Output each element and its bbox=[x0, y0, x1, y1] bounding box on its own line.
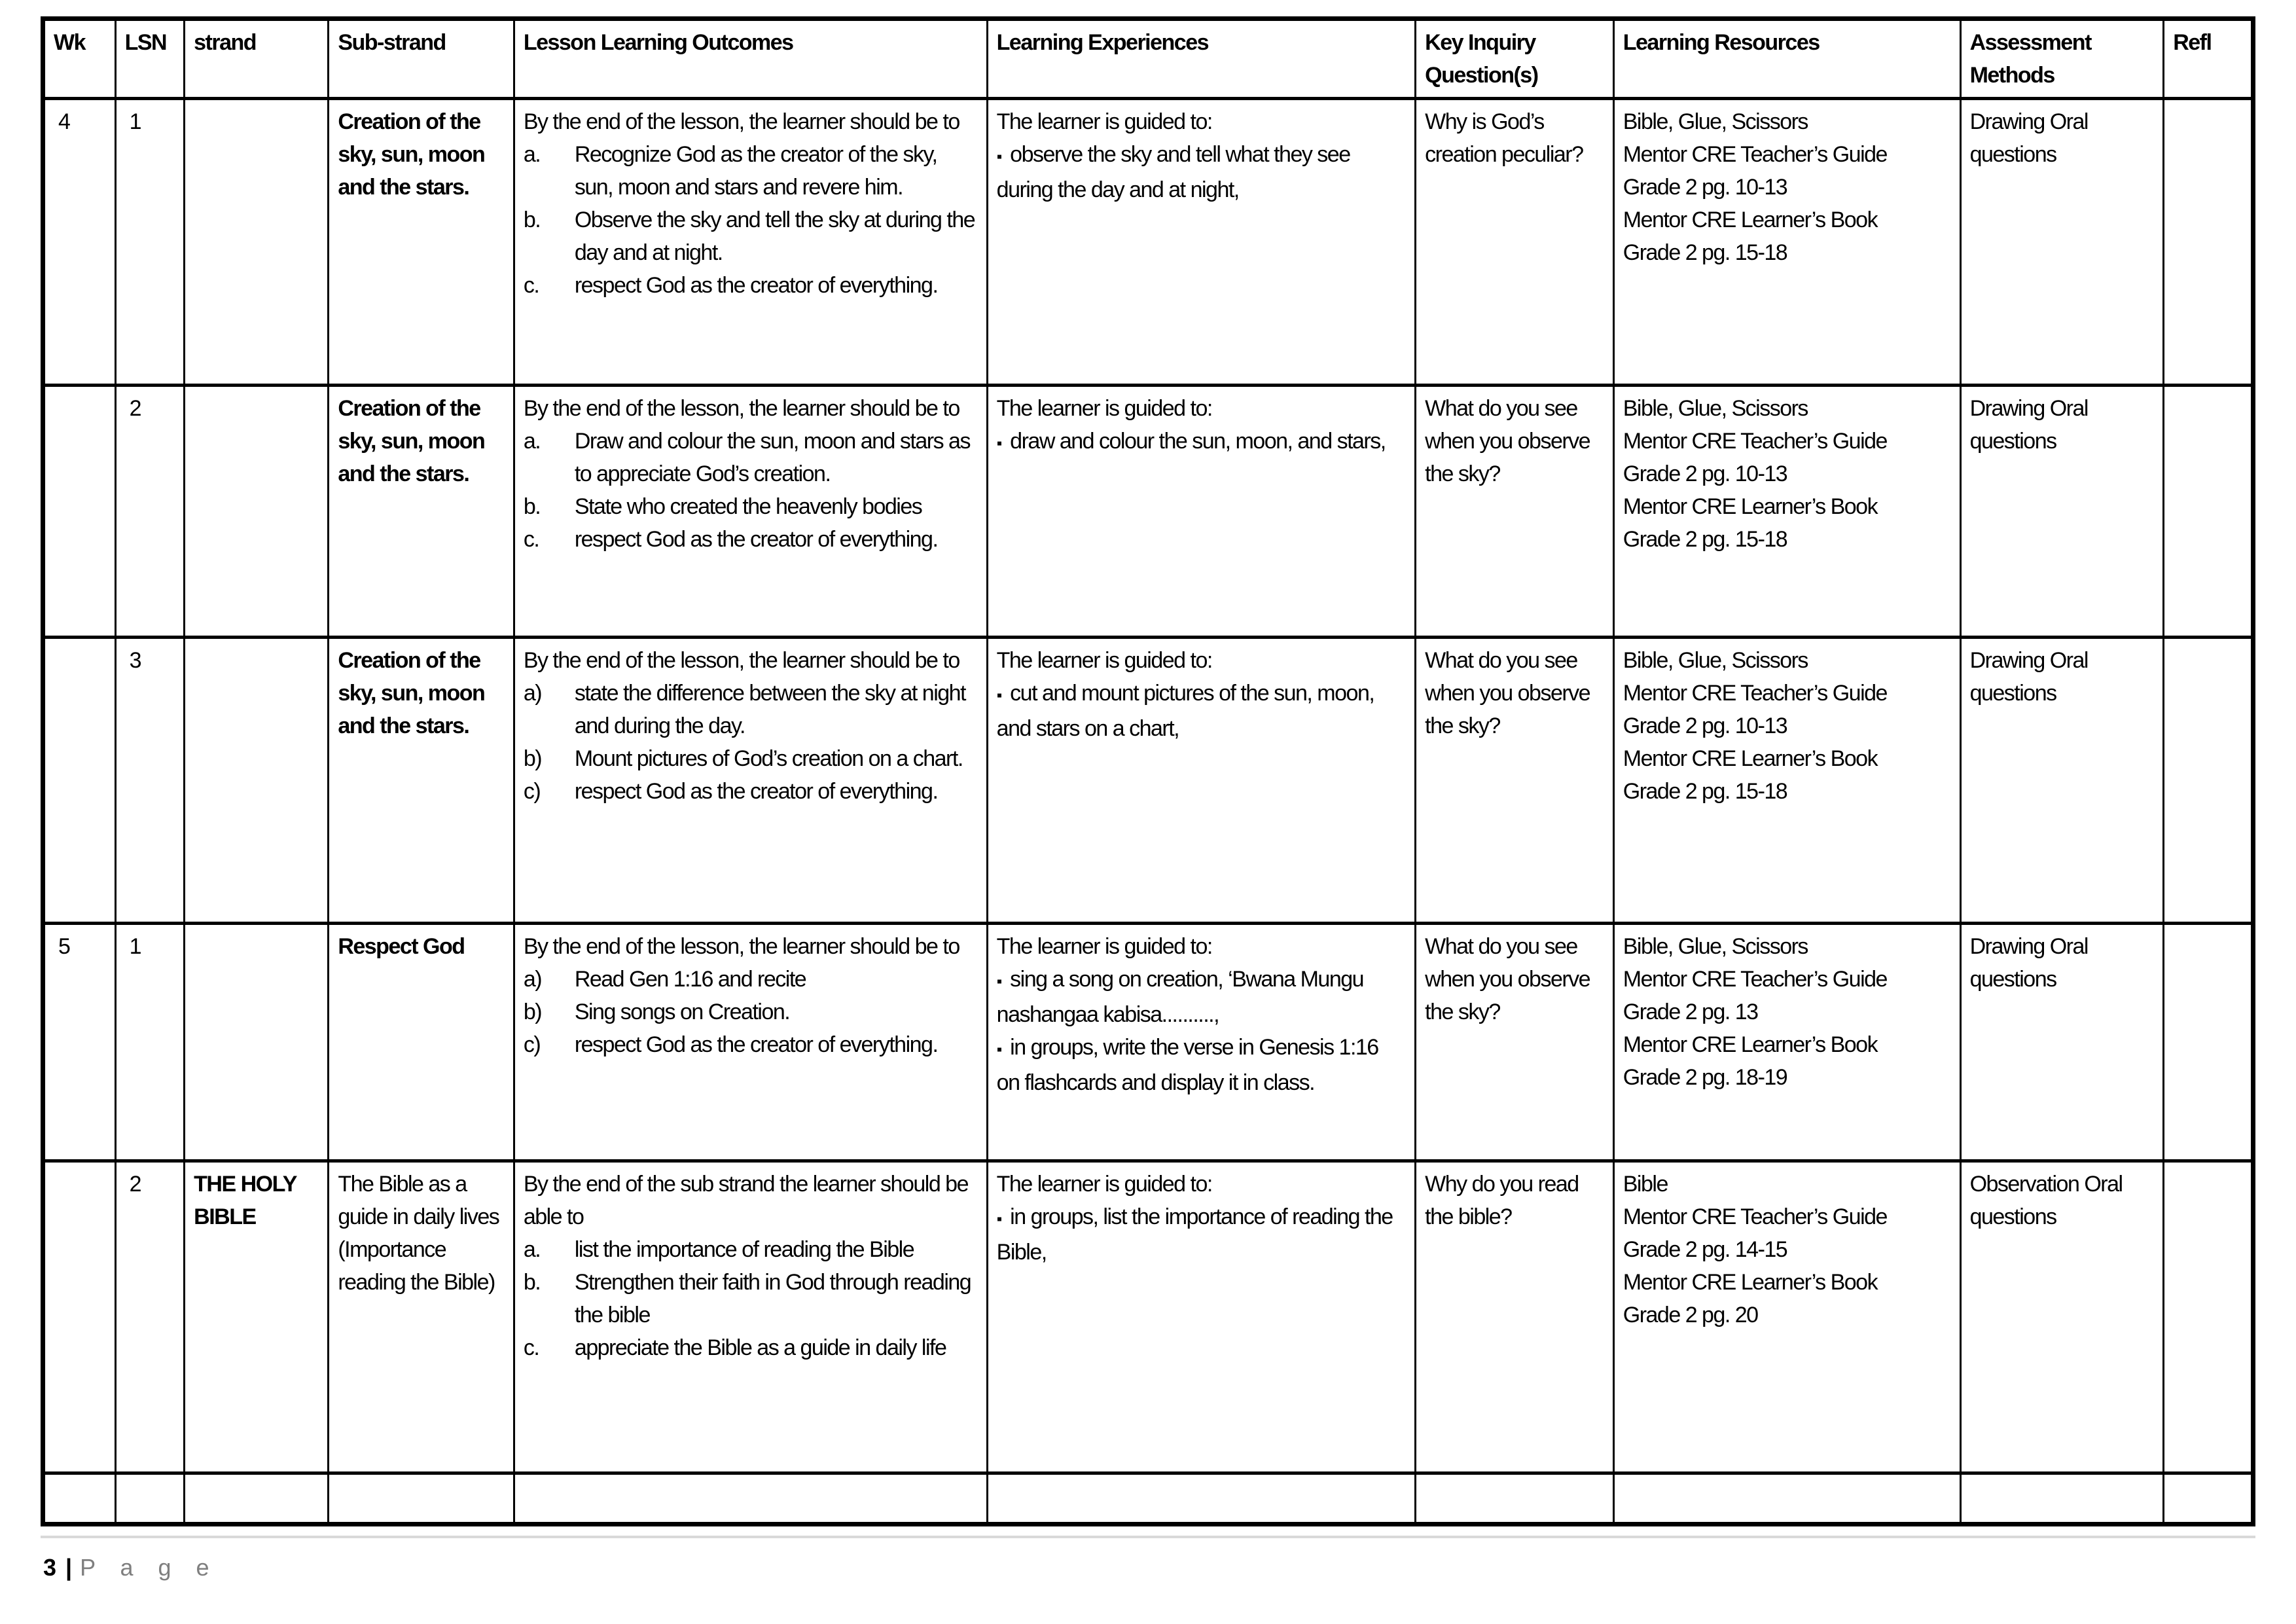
sub-strand-cell bbox=[329, 1473, 514, 1525]
outcome-item bbox=[524, 1028, 978, 1061]
assessment-cell: Drawing Oral questions bbox=[1960, 638, 2164, 924]
strand-cell: THE HOLY BIBLE bbox=[185, 1161, 329, 1473]
key-inquiry-cell: Why is God’s creation peculiar? bbox=[1416, 99, 1614, 386]
resource-line: Bible, Glue, Scissors bbox=[1623, 648, 1808, 673]
experiences-cell bbox=[987, 386, 1415, 638]
col-header-lsn: LSN bbox=[115, 19, 185, 99]
outcome-text: state the difference between the sky at night and during the day. bbox=[574, 681, 966, 738]
square-bullet-icon: ▪ bbox=[996, 435, 1003, 452]
outcome-marker: c. bbox=[523, 527, 539, 552]
outcome-marker: a) bbox=[523, 967, 542, 992]
outcome-text: respect God as the creator of everything. bbox=[574, 1032, 938, 1057]
experiences-intro: The learner is guided to: bbox=[996, 109, 1212, 134]
resource-line: Mentor CRE Teacher’s Guide bbox=[1623, 1204, 1887, 1229]
sub-strand-cell: Creation of the sky, sun, moon and the stars. bbox=[329, 386, 514, 638]
wk-cell bbox=[43, 638, 116, 924]
outcome-item bbox=[524, 1233, 978, 1266]
outcome-text: Draw and colour the sun, moon and stars as to appreciate God’s creation. bbox=[574, 429, 970, 486]
resource-line: Mentor CRE Learner’s Book bbox=[1623, 494, 1878, 519]
experiences-cell bbox=[987, 924, 1415, 1161]
resource-line: Grade 2 pg. 10-13 bbox=[1623, 713, 1787, 738]
resource-line: Bible, Glue, Scissors bbox=[1623, 396, 1808, 421]
outcome-item bbox=[524, 138, 978, 204]
outcomes-cell bbox=[514, 638, 987, 924]
wk-cell bbox=[43, 386, 116, 638]
outcome-item bbox=[524, 204, 978, 269]
outcome-text: respect God as the creator of everything. bbox=[574, 273, 938, 298]
outcome-text: appreciate the Bible as a guide in daily life bbox=[574, 1335, 946, 1360]
resource-line: Mentor CRE Learner’s Book bbox=[1623, 208, 1878, 232]
col-header-sub-strand: Sub-strand bbox=[329, 19, 514, 99]
resource-line: Grade 2 pg. 20 bbox=[1623, 1303, 1758, 1327]
table-row-empty bbox=[43, 1473, 2253, 1525]
outcomes-intro: By the end of the lesson, the learner should be to bbox=[523, 396, 960, 421]
square-bullet-icon: ▪ bbox=[996, 1041, 1003, 1058]
resource-line: Bible, Glue, Scissors bbox=[1623, 109, 1808, 134]
outcome-item bbox=[524, 677, 978, 742]
outcome-item bbox=[524, 963, 978, 996]
experience-item bbox=[997, 1200, 1406, 1269]
col-header-inquiry: Key Inquiry Question(s) bbox=[1416, 19, 1614, 99]
experience-text: sing a song on creation, ‘Bwana Mungu nashangaa kabisa.........., bbox=[996, 967, 1364, 1027]
wk-cell bbox=[43, 1473, 116, 1525]
outcome-item bbox=[524, 490, 978, 523]
outcome-text: Sing songs on Creation. bbox=[574, 1000, 790, 1024]
outcome-marker: b) bbox=[523, 1000, 542, 1024]
page-label: P a g e bbox=[80, 1554, 219, 1581]
outcome-text: respect God as the creator of everything. bbox=[574, 527, 938, 552]
refl-cell bbox=[2164, 638, 2253, 924]
wk-cell: 4 bbox=[43, 99, 116, 386]
outcome-item bbox=[524, 523, 978, 556]
resource-line: Mentor CRE Teacher’s Guide bbox=[1623, 142, 1887, 167]
experiences-cell bbox=[987, 99, 1415, 386]
experience-text: in groups, write the verse in Genesis 1:16 on flashcards and display it in class. bbox=[996, 1035, 1378, 1095]
outcome-marker: a) bbox=[523, 681, 542, 706]
outcomes-cell bbox=[514, 924, 987, 1161]
assessment-cell: Drawing Oral questions bbox=[1960, 99, 2164, 386]
outcome-text: Read Gen 1:16 and recite bbox=[574, 967, 806, 992]
experience-item bbox=[997, 677, 1406, 745]
experiences-intro: The learner is guided to: bbox=[996, 396, 1212, 421]
outcome-marker: b. bbox=[523, 494, 541, 519]
sub-strand-cell: Creation of the sky, sun, moon and the stars. bbox=[329, 638, 514, 924]
resources-cell bbox=[1613, 99, 1960, 386]
col-header-wk: Wk bbox=[43, 19, 116, 99]
sub-strand-cell: The Bible as a guide in daily lives (Importance reading the Bible) bbox=[329, 1161, 514, 1473]
outcome-marker: b. bbox=[523, 1270, 541, 1295]
outcome-text: Strengthen their faith in God through reading the bible bbox=[574, 1270, 971, 1327]
resource-line: Grade 2 pg. 14-15 bbox=[1623, 1237, 1787, 1262]
outcome-item bbox=[524, 996, 978, 1028]
experience-text: in groups, list the importance of reading the Bible, bbox=[996, 1204, 1393, 1265]
table-row bbox=[43, 99, 2253, 386]
resources-cell bbox=[1613, 638, 1960, 924]
outcome-marker: c. bbox=[523, 1335, 539, 1360]
strand-cell bbox=[185, 924, 329, 1161]
col-header-outcomes: Lesson Learning Outcomes bbox=[514, 19, 987, 99]
refl-cell bbox=[2164, 1473, 2253, 1525]
assessment-cell bbox=[1960, 1473, 2164, 1525]
refl-cell bbox=[2164, 386, 2253, 638]
experiences-intro: The learner is guided to: bbox=[996, 934, 1212, 959]
col-header-experiences: Learning Experiences bbox=[987, 19, 1415, 99]
resource-line: Mentor CRE Teacher’s Guide bbox=[1623, 681, 1887, 706]
outcomes-intro: By the end of the sub strand the learner should be able to bbox=[523, 1172, 968, 1229]
square-bullet-icon: ▪ bbox=[996, 687, 1003, 704]
lsn-cell: 1 bbox=[115, 99, 185, 386]
assessment-cell: Observation Oral questions bbox=[1960, 1161, 2164, 1473]
lsn-cell: 2 bbox=[115, 386, 185, 638]
experiences-cell bbox=[987, 638, 1415, 924]
outcome-marker: b. bbox=[523, 208, 541, 232]
experience-item bbox=[997, 138, 1406, 206]
experience-item bbox=[997, 425, 1406, 460]
footer-separator: | bbox=[65, 1554, 73, 1581]
refl-cell bbox=[2164, 924, 2253, 1161]
outcome-marker: a. bbox=[523, 429, 541, 454]
col-header-strand: strand bbox=[185, 19, 329, 99]
outcomes-intro: By the end of the lesson, the learner should be to bbox=[523, 109, 960, 134]
lsn-cell: 3 bbox=[115, 638, 185, 924]
outcome-marker: c) bbox=[523, 779, 541, 804]
refl-cell bbox=[2164, 1161, 2253, 1473]
col-header-refl: Refl bbox=[2164, 19, 2253, 99]
outcomes-cell bbox=[514, 386, 987, 638]
page-footer bbox=[43, 1554, 2296, 1581]
outcome-item bbox=[524, 742, 978, 775]
resource-line: Mentor CRE Learner’s Book bbox=[1623, 746, 1878, 771]
outcome-item bbox=[524, 269, 978, 302]
table-row bbox=[43, 1161, 2253, 1473]
footer-divider bbox=[41, 1536, 2255, 1538]
table-row bbox=[43, 924, 2253, 1161]
outcomes-cell bbox=[514, 1161, 987, 1473]
square-bullet-icon: ▪ bbox=[996, 1210, 1003, 1228]
outcome-text: State who created the heavenly bodies bbox=[574, 494, 922, 519]
outcome-text: Mount pictures of God’s creation on a chart. bbox=[574, 746, 963, 771]
key-inquiry-cell: Why do you read the bible? bbox=[1416, 1161, 1614, 1473]
experience-text: cut and mount pictures of the sun, moon, and stars on a chart, bbox=[996, 681, 1374, 741]
resource-line: Grade 2 pg. 18-19 bbox=[1623, 1065, 1787, 1090]
resource-line: Bible bbox=[1623, 1172, 1668, 1197]
strand-cell bbox=[185, 1473, 329, 1525]
strand-cell bbox=[185, 386, 329, 638]
document-page bbox=[0, 16, 2296, 1624]
experience-item bbox=[997, 1031, 1406, 1099]
outcome-item bbox=[524, 1331, 978, 1364]
sub-strand-cell: Respect God bbox=[329, 924, 514, 1161]
resource-line: Mentor CRE Learner’s Book bbox=[1623, 1032, 1878, 1057]
resource-line: Grade 2 pg. 15-18 bbox=[1623, 779, 1787, 804]
experiences-intro: The learner is guided to: bbox=[996, 648, 1212, 673]
outcome-text: list the importance of reading the Bible bbox=[574, 1237, 914, 1262]
outcomes-cell bbox=[514, 1473, 987, 1525]
outcome-item bbox=[524, 425, 978, 490]
outcome-marker: c. bbox=[523, 273, 539, 298]
key-inquiry-cell: What do you see when you observe the sky? bbox=[1416, 386, 1614, 638]
page-number: 3 bbox=[43, 1554, 57, 1581]
wk-cell: 5 bbox=[43, 924, 116, 1161]
table-row bbox=[43, 386, 2253, 638]
resource-line: Mentor CRE Teacher’s Guide bbox=[1623, 967, 1887, 992]
refl-cell bbox=[2164, 99, 2253, 386]
lsn-cell: 1 bbox=[115, 924, 185, 1161]
lsn-cell bbox=[115, 1473, 185, 1525]
resource-line: Grade 2 pg. 15-18 bbox=[1623, 240, 1787, 265]
outcome-text: Observe the sky and tell the sky at during the day and at night. bbox=[574, 208, 975, 265]
resources-cell bbox=[1613, 1473, 1960, 1525]
square-bullet-icon: ▪ bbox=[996, 973, 1003, 990]
resource-line: Grade 2 pg. 10-13 bbox=[1623, 461, 1787, 486]
lsn-cell: 2 bbox=[115, 1161, 185, 1473]
resource-line: Grade 2 pg. 10-13 bbox=[1623, 175, 1787, 200]
strand-cell bbox=[185, 638, 329, 924]
experience-item bbox=[997, 963, 1406, 1031]
outcome-item bbox=[524, 775, 978, 808]
resource-line: Bible, Glue, Scissors bbox=[1623, 934, 1808, 959]
header-row bbox=[43, 19, 2253, 99]
strand-cell bbox=[185, 99, 329, 386]
outcome-text: respect God as the creator of everything. bbox=[574, 779, 938, 804]
key-inquiry-cell bbox=[1416, 1473, 1614, 1525]
resource-line: Grade 2 pg. 13 bbox=[1623, 1000, 1758, 1024]
outcomes-intro: By the end of the lesson, the learner should be to bbox=[523, 934, 960, 959]
outcome-marker: c) bbox=[523, 1032, 541, 1057]
resource-line: Mentor CRE Learner’s Book bbox=[1623, 1270, 1878, 1295]
table-row bbox=[43, 638, 2253, 924]
resources-cell bbox=[1613, 924, 1960, 1161]
outcomes-intro: By the end of the lesson, the learner should be to bbox=[523, 648, 960, 673]
col-header-resources: Learning Resources bbox=[1613, 19, 1960, 99]
assessment-cell: Drawing Oral questions bbox=[1960, 924, 2164, 1161]
key-inquiry-cell: What do you see when you observe the sky? bbox=[1416, 638, 1614, 924]
outcome-marker: a. bbox=[523, 1237, 541, 1262]
outcomes-cell bbox=[514, 99, 987, 386]
scheme-of-work-table bbox=[41, 16, 2255, 1526]
col-header-assessment: Assessment Methods bbox=[1960, 19, 2164, 99]
outcome-item bbox=[524, 1266, 978, 1331]
resources-cell bbox=[1613, 1161, 1960, 1473]
assessment-cell: Drawing Oral questions bbox=[1960, 386, 2164, 638]
resource-line: Grade 2 pg. 15-18 bbox=[1623, 527, 1787, 552]
outcome-marker: b) bbox=[523, 746, 542, 771]
sub-strand-cell: Creation of the sky, sun, moon and the stars. bbox=[329, 99, 514, 386]
experience-text: draw and colour the sun, moon, and stars, bbox=[1010, 429, 1386, 454]
resource-line: Mentor CRE Teacher’s Guide bbox=[1623, 429, 1887, 454]
experiences-cell bbox=[987, 1473, 1415, 1525]
square-bullet-icon: ▪ bbox=[996, 148, 1003, 166]
outcome-marker: a. bbox=[523, 142, 541, 167]
resources-cell bbox=[1613, 386, 1960, 638]
key-inquiry-cell: What do you see when you observe the sky? bbox=[1416, 924, 1614, 1161]
outcome-text: Recognize God as the creator of the sky, sun, moon and stars and revere him. bbox=[574, 142, 937, 200]
wk-cell bbox=[43, 1161, 116, 1473]
experiences-intro: The learner is guided to: bbox=[996, 1172, 1212, 1197]
experience-text: observe the sky and tell what they see during the day and at night, bbox=[996, 142, 1350, 202]
experiences-cell bbox=[987, 1161, 1415, 1473]
